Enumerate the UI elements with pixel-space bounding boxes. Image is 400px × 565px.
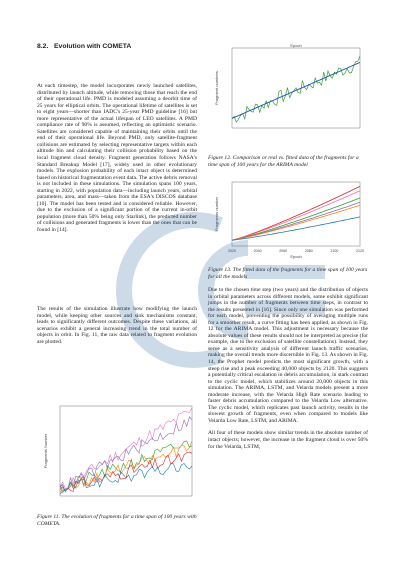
section-heading (37, 43, 131, 50)
x-tick-label: 2080 (304, 249, 313, 253)
figure-11-caption: Figure 11. The evolution of fragments for a time span of 100 years with COMETA. (37, 514, 197, 527)
x-tick-label: 2040 (253, 249, 262, 253)
figure-13-chart (210, 178, 365, 262)
x-tick-label: 2120 (356, 249, 364, 253)
series-line-4 (60, 452, 192, 492)
figure-12-caption: Figure 12. Comparison or real vs. fitted data of the fragments for a time span of 100 years for the ARIMA model (208, 155, 359, 168)
paragraph: All four of these models show similar trends in the absolute number of intact objects; however, the increase in the fragment cloud is over 50% for the Velarda, LSTM, (208, 430, 368, 450)
y-axis-label: Fragment numbers (214, 71, 219, 105)
right-column (208, 287, 368, 456)
left-column-para-1 (37, 83, 197, 240)
x-axis-label: Epoch (290, 43, 302, 48)
series-line-0 (232, 186, 360, 240)
figure-13-caption: Figure 13. The fitted data of the fragments for a time span of 100 years for all the models (208, 267, 368, 280)
section-title: Evolution with COMETA (54, 43, 132, 50)
figure-12-chart (210, 42, 365, 146)
series-line-1 (232, 191, 360, 241)
paragraph: At each timestep, the model incorporates newly launched satellites, distributed by launch altitude, while removing those that reach the end of their operational life. PMD is modeled assuming a deorbit time of 25 years for elliptical orbits. The operational lifetime of satellites is set to eight years—shorter than IADC's 25-year PMD guideline [16] but more representative of the actual lifespan of LEO satellites. A PMD compliance rate of 90% is assumed, reflecting an optimistic scenario. Satellites are considered capable of maintaining their orbits until the end of their operational life. Beyond PMD, only satellite-fragment collisions are estimated by selecting representative targets within each altitude bin and calculating their collision probability based on the local fragment cloud density. Fragment generation follows NASA's Standard Breakup Model [17], widely used in other evolutionary models. The explosion probability of each intact object is determined based on historical fragmentation event data. The active debris removal is not included in these simulations. The simulation spans 100 years, starting in 2022, with population data—including launch years, orbital parameters, area, and mass—taken from the ESA's DISCOS database [10]. The model has been tested and is considered reliable. However, due to the exclusion of a significant portion of the current in-orbit population (more than 50% being only Starlink), the predicted number of collisions and generated fragments is lower than the ones that can be found in [14]. (37, 83, 197, 234)
series-raw-line (232, 56, 360, 122)
y-axis-label: Fragments number (214, 197, 219, 231)
y-axis-label: Fragments Number (43, 433, 48, 469)
series-line-5 (232, 217, 360, 240)
left-column-para-2 (37, 306, 197, 351)
series-fitted-line (232, 62, 360, 118)
paragraph: Due to the chosen time step (two years) and the distribution of objects in orbital parameters across different models, some exhibit significant jumps in the number of fragments between time steps, in contrast to the results presented in [16]. Since only one simulation was performed for each model, preventing the possibility of averaging multiple runs for a smoother result, a curve fitting has been applied, as shown in Fig. 12 for the ARIMA model. This adjustment is necessary because the absolute values of these results should not be interpreted as precise (for example, due to the exclusion of satellite constellations). Instead, they serve as a sensitivity analysis of different launch traffic scenarios, making the overall trends more discernible in Fig. 13. As shown in Fig. 14, the Prophet model predicts the most significant growth, with a steep rise and a peak exceeding 40,000 objects by 2120. This suggests a potentially critical escalation in debris accumulation, in stark contrast to the cyclic model, which stabilizes around 20,000 objects in this simulation. The ARIMA, LSTM, and Velarda models present a more moderate increase, with the Velarda High Rate scenario leading to faster debris accumulation compared to the Velarda Low alternative. The cyclic model, which replicates past launch activity, results in the slowest growth of fragments, even when compared to models like Velarda Low Rate, LSTM, and ARIMA. (208, 287, 368, 424)
x-tick-label: 2020 (228, 249, 236, 253)
paragraph: The results of the simulation illustrate how modifying the launch model, while keeping other sources and sink mechanisms constant, leads to significantly different outcomes. Despite these variations, all scenarios exhibit a general increasing trend in the total number of objects in orbit. In Fig. 11, the raw data related to fragment evolution are plotted. (37, 306, 197, 345)
figure-13 (210, 178, 365, 262)
x-tick-label: 2100 (330, 249, 339, 253)
figure-11-chart (40, 402, 198, 507)
figure-12 (210, 42, 365, 146)
figure-11 (40, 402, 198, 507)
section-number: 8.2. (37, 43, 49, 50)
x-tick-label: 2060 (279, 249, 288, 253)
x-axis-label: Epoch (290, 254, 302, 259)
